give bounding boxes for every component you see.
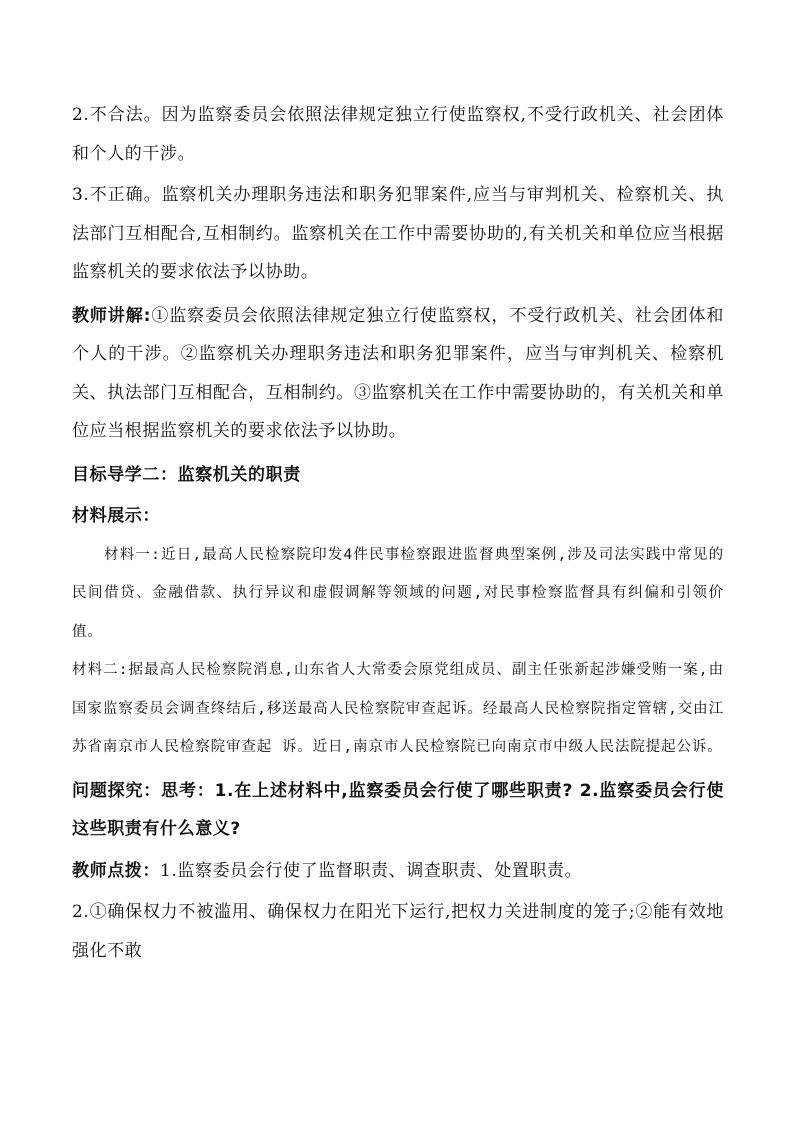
teacher-explain-paragraph — [72, 297, 724, 451]
teacher-explain-label: 教师讲解: — [72, 305, 152, 326]
goal-heading: 目标导学二：监察机关的职责 — [72, 464, 301, 485]
material-1-paragraph: 材料一:近日,最高人民检察院印发4件民事检察跟进监督典型案例,涉及司法实践中常见的民间借贷、金融借款、执行异议和虚假调解等领域的问题,对民事检察监督具有纠偏和引领价值。 — [72, 546, 724, 640]
material-heading: 材料展示： — [72, 506, 160, 526]
document-page — [72, 96, 724, 970]
guide-point-2-paragraph: 2.①确保权力不被滥用、确保权力在阳光下运行,把权力关进制度的笼子;②能有效地强化不敢 — [72, 902, 724, 961]
material-2-paragraph: 材料二:据最高人民检察院消息,山东省人大常委会原党组成员、副主任张新起涉嫌受贿一案,由国家监察委员会调查终结后,移送最高人民检察院审查起诉。经最高人民检察院指定管辖,交由江苏省南京市人民检察院审查起 诉。近日,南京市人民检察院已向南京市中级人民法院提起公诉。 — [72, 662, 724, 755]
answer-2-paragraph: 2.不合法。因为监察委员会依照法律规定独立行使监察权,不受行政机关、社会团体和个人的干涉。 — [72, 105, 724, 164]
teacher-explain-text: ①监察委员会依照法律规定独立行使监察权，不受行政机关、社会团体和个人的干涉。②监察机关办理职务违法和职务犯罪案件，应当与审判机关、检察机关、执法部门互相配合，互相制约。③监察机关在工作中需要协助的，有关机关和单位应当根据监察机关的要求依法予以协助。 — [72, 305, 724, 441]
teacher-guide-label: 教师点拨： — [72, 860, 160, 881]
question-paragraph: 问题探究：思考：1.在上述材料中,监察委员会行使了哪些职责? 2.监察委员会行使这些职责有什么意义? — [72, 780, 724, 839]
teacher-guide-paragraph — [72, 852, 724, 891]
answer-3-paragraph: 3.不正确。监察机关办理职务违法和职务犯罪案件,应当与审判机关、检察机关、执法部门互相配合,互相制约。监察机关在工作中需要协助的,有关机关和单位应当根据监察机关的要求依法予以协助。 — [72, 185, 724, 282]
teacher-guide-text: 1.监察委员会行使了监督职责、调查职责、处置职责。 — [160, 860, 583, 881]
